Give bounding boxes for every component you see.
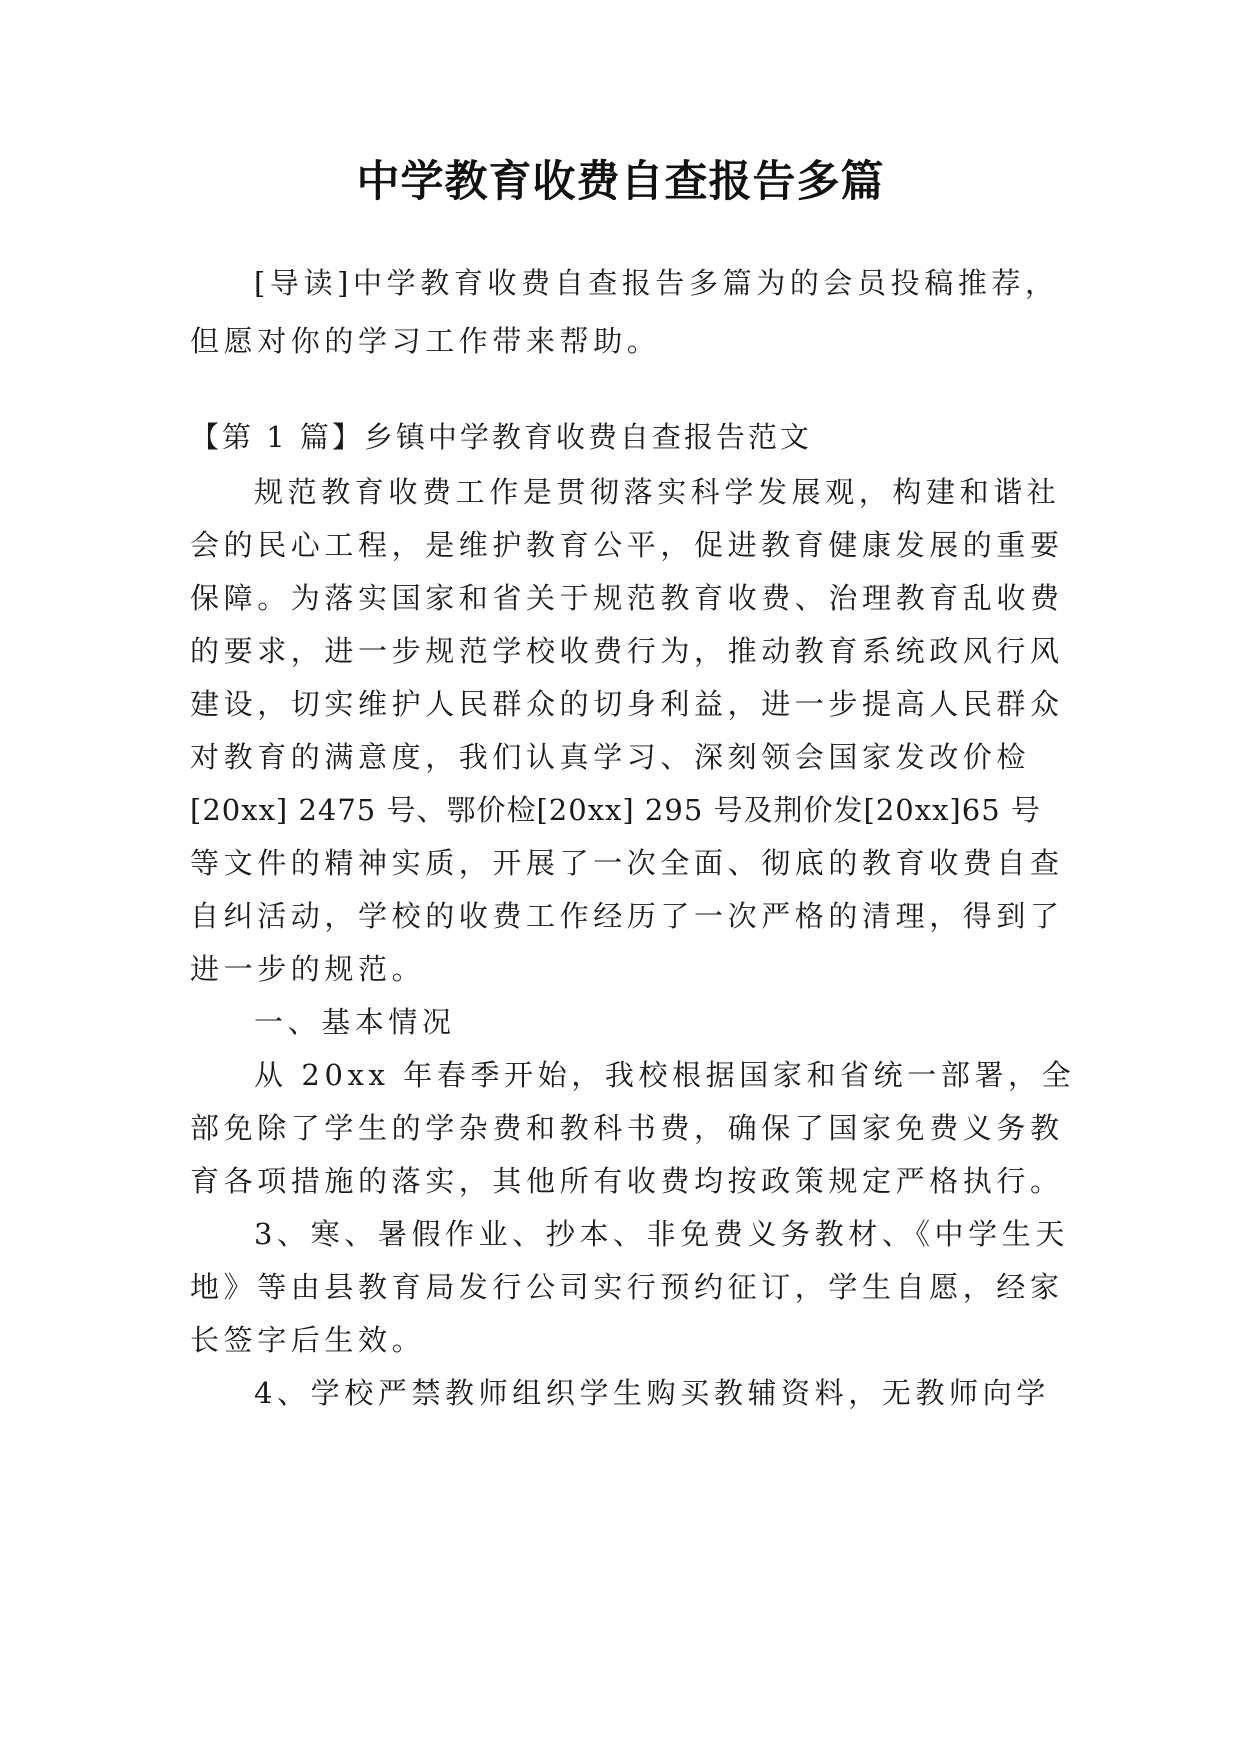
paragraph-line: 自纠活动，学校的收费工作经历了一次严格的清理，得到了 xyxy=(190,899,1064,933)
paragraph-line: 4、学校严禁教师组织学生购买教辅资料，无教师向学 xyxy=(254,1376,1050,1410)
paragraph-line: 地》等由县教育局发行公司实行预约征订，学生自愿，经家 xyxy=(190,1270,1064,1304)
document-title: 中学教育收费自查报告多篇 xyxy=(356,157,885,207)
section-heading: 【第 1 篇】乡镇中学教育收费自查报告范文 xyxy=(190,420,812,454)
paragraph-line: 对教育的满意度，我们认真学习、深刻领会国家发改价检 xyxy=(190,740,1031,774)
subheading: 一、基本情况 xyxy=(254,1005,456,1039)
paragraph-line: 会的民心工程，是维护教育公平，促进教育健康发展的重要 xyxy=(190,528,1064,562)
paragraph-line: 从 20xx 年春季开始，我校根据国家和省统一部署，全 xyxy=(254,1058,1076,1092)
paragraph-line: 规范教育收费工作是贯彻落实科学发展观，构建和谐社 xyxy=(254,475,1061,509)
paragraph-line: [20xx] 2475 号、鄂价检[20xx] 295 号及荆价发[20xx]65 号 xyxy=(190,793,1041,827)
paragraph-line: 的要求，进一步规范学校收费行为，推动教育系统政风行风 xyxy=(190,634,1064,668)
paragraph-line: 部免除了学生的学杂费和教科书费，确保了国家免费义务教 xyxy=(190,1111,1064,1145)
paragraph-line: 建设，切实维护人民群众的切身利益，进一步提高人民群众 xyxy=(190,687,1064,721)
paragraph-line: 育各项措施的落实，其他所有收费均按政策规定严格执行。 xyxy=(190,1164,1064,1198)
paragraph-line: 进一步的规范。 xyxy=(190,952,426,986)
paragraph-line: 等文件的精神实质，开展了一次全面、彻底的教育收费自查 xyxy=(190,846,1064,880)
paragraph-line: 保障。为落实国家和省关于规范教育收费、治理教育乱收费 xyxy=(190,581,1064,615)
paragraph-line: 长签字后生效。 xyxy=(190,1323,426,1357)
intro-line: 但愿对你的学习工作带来帮助。 xyxy=(190,324,661,358)
intro-line: [导读]中学教育收费自查报告多篇为的会员投稿推荐， xyxy=(254,266,1059,300)
paragraph-line: 3、寒、暑假作业、抄本、非免费义务教材、《中学生天 xyxy=(254,1217,1069,1251)
